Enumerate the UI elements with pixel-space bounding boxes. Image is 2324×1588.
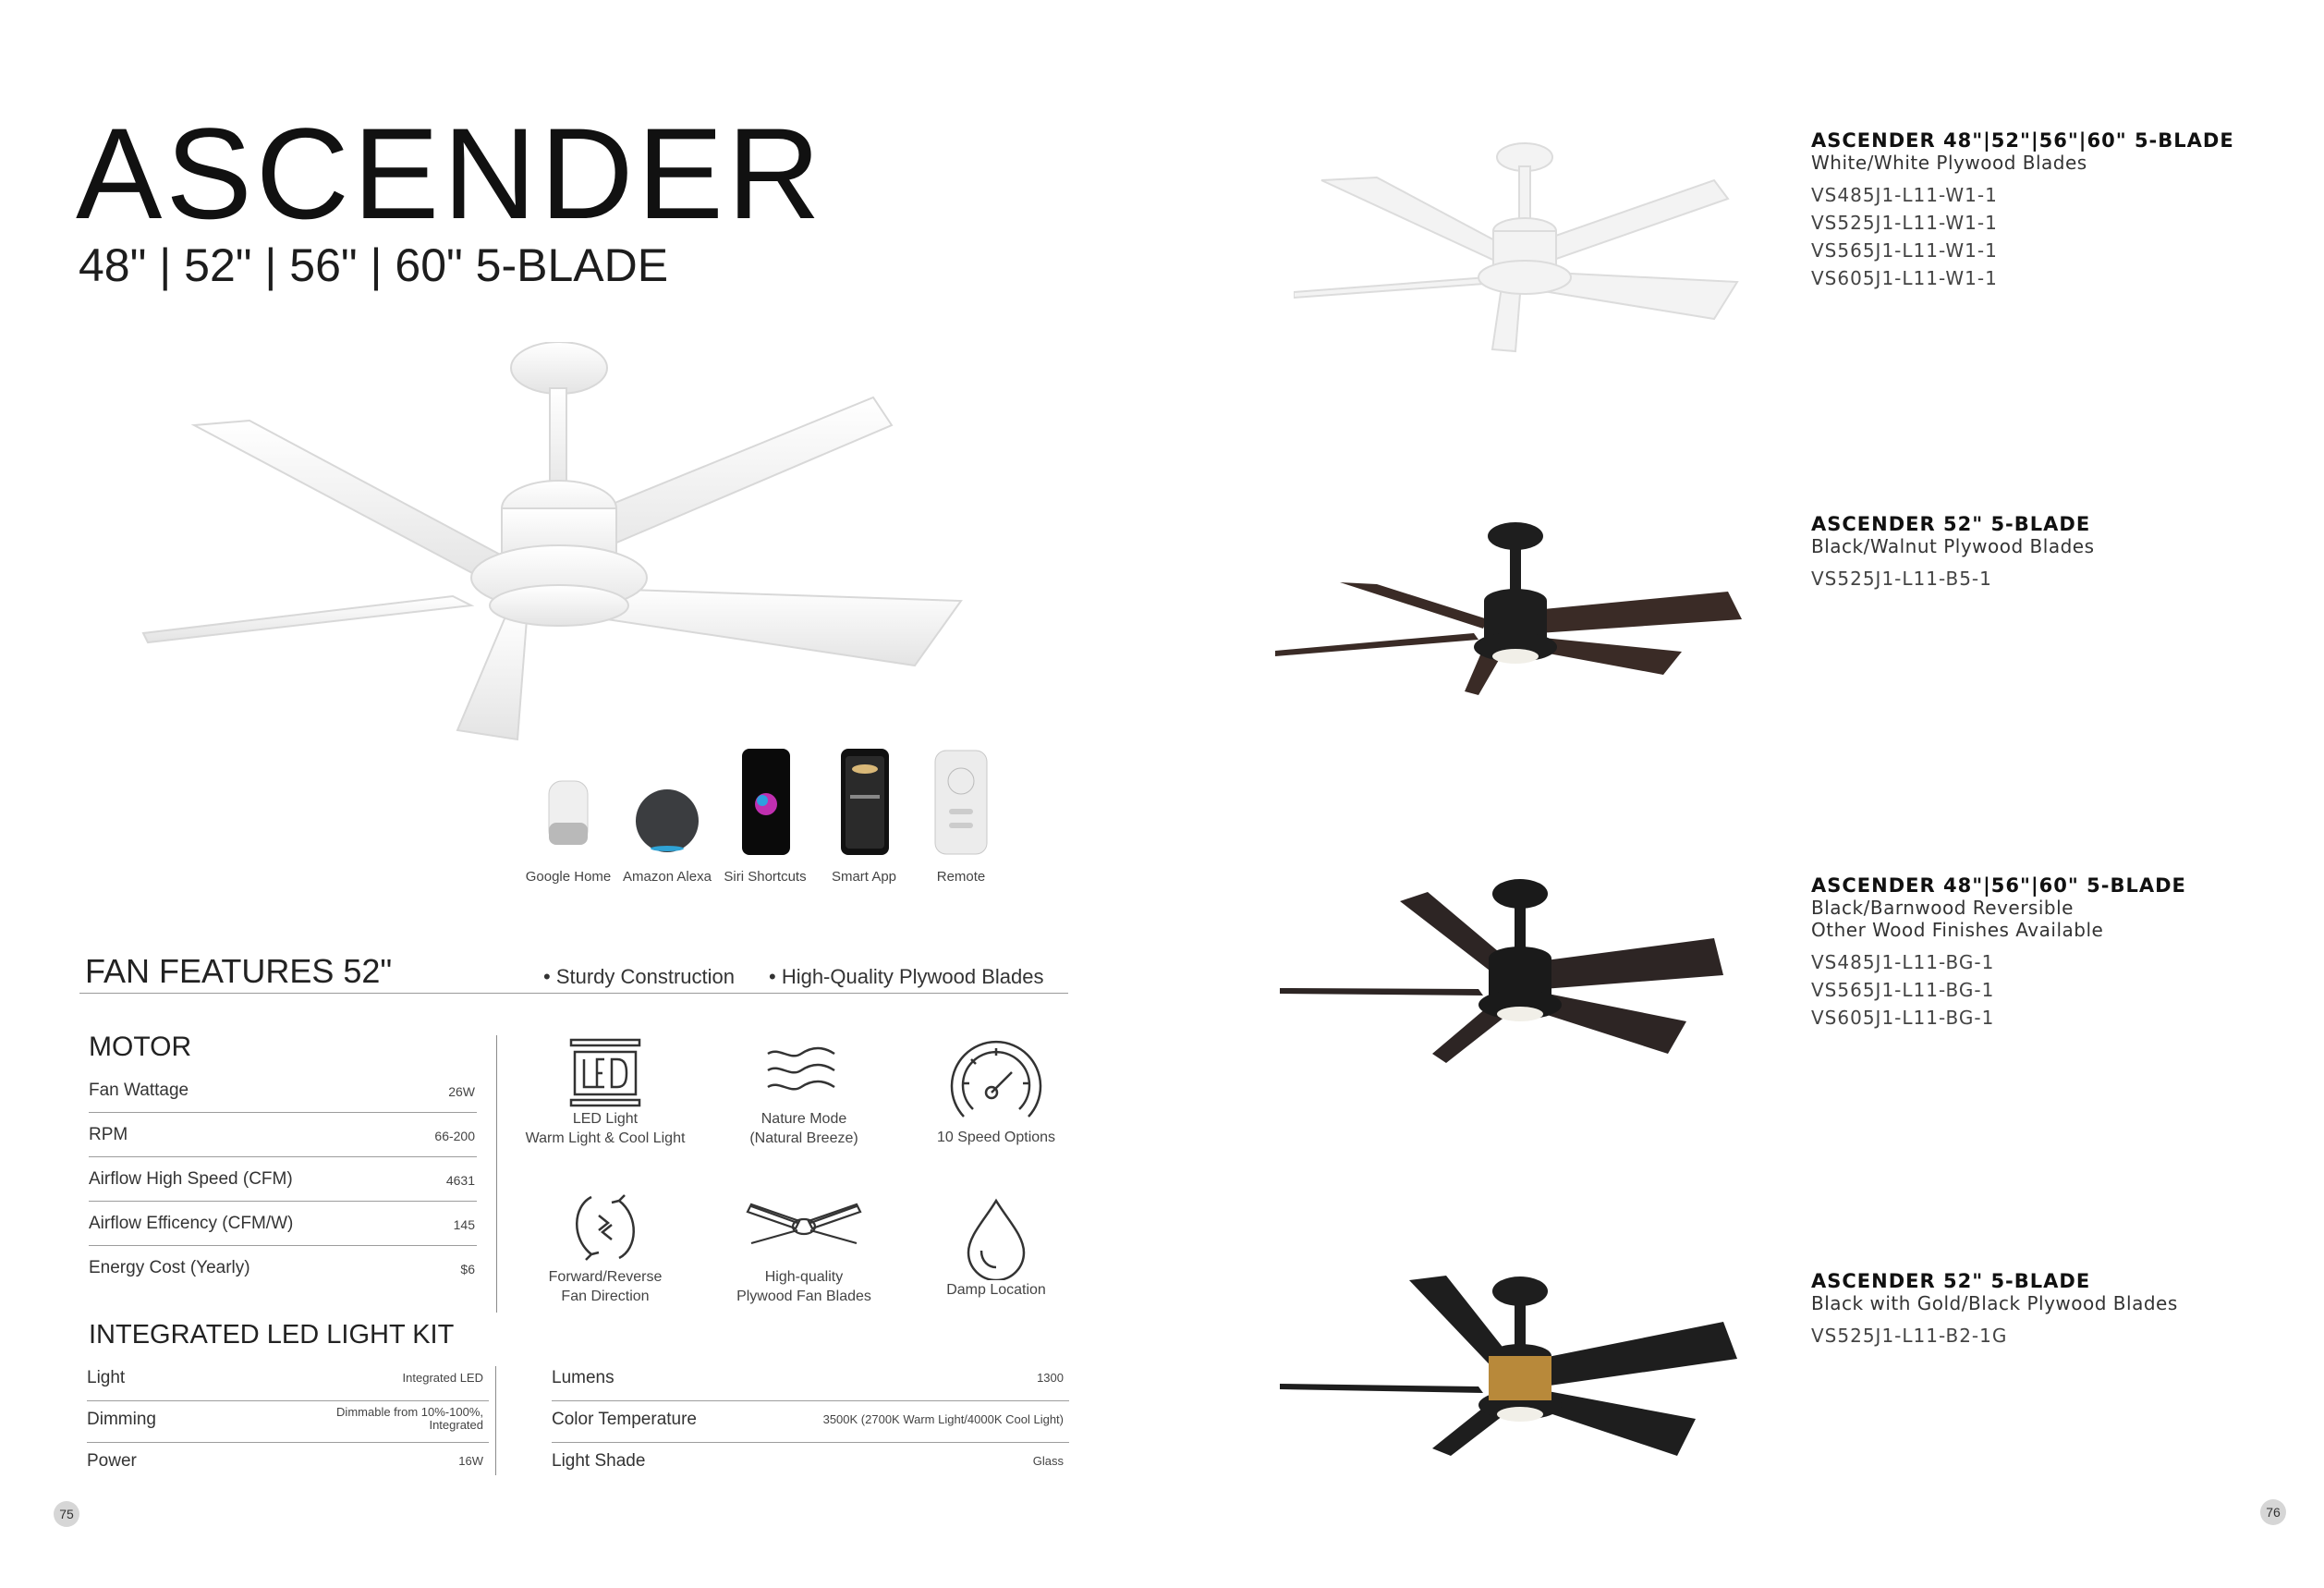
spec-row-airflow-high (89, 1156, 477, 1202)
fan-features-heading: FAN FEATURES 52" (85, 952, 393, 990)
feature-led-light (513, 1035, 698, 1148)
model-description: Black with Gold/Black Plywood Blades (1811, 1292, 2178, 1314)
google-home-icon (517, 739, 619, 864)
hero-fan-image (139, 342, 970, 749)
spec-value: 3500K (2700K Warm Light/4000K Cool Light) (822, 1412, 1064, 1426)
spec-value: $6 (460, 1262, 475, 1277)
feature-sublabel: Fan Direction (561, 1289, 650, 1304)
spec-label: Light Shade (552, 1451, 646, 1471)
led-kit-heading: INTEGRATED LED LIGHT KIT (89, 1320, 455, 1350)
spec-label: Lumens (552, 1368, 614, 1387)
model-sku: VS565J1-L11-W1-1 (1811, 239, 1998, 262)
feature-label: High-quality (764, 1269, 844, 1285)
feature-label: Forward/Reverse (548, 1269, 663, 1285)
feature-sublabel: (Natural Breeze) (749, 1130, 858, 1146)
black-barnwood-fan-image (1280, 873, 1760, 1077)
spec-label: Airflow Efficency (CFM/W) (89, 1214, 294, 1233)
spec-value: 145 (453, 1217, 475, 1232)
spec-value: Glass (1032, 1454, 1064, 1468)
spec-value: 1300 (1037, 1371, 1064, 1385)
led-row-power (87, 1442, 489, 1484)
spec-label: Fan Wattage (89, 1081, 189, 1100)
motor-heading: MOTOR (89, 1032, 192, 1062)
model-black-barnwood (1811, 874, 2186, 1032)
spec-value: 4631 (445, 1173, 475, 1188)
reverse-arrows-icon (564, 1188, 647, 1267)
spec-label: Energy Cost (Yearly) (89, 1258, 250, 1277)
spec-label: RPM (89, 1125, 128, 1144)
spec-value: Integrated LED (402, 1371, 483, 1385)
vertical-divider (496, 1035, 497, 1313)
model-sku: VS485J1-L11-BG-1 (1811, 951, 1995, 973)
spec-row-airflow-efficiency (89, 1201, 477, 1246)
siri-phone-icon (714, 739, 816, 864)
amazon-alexa-label: Amazon Alexa (623, 869, 712, 885)
google-home-label: Google Home (525, 869, 612, 885)
product-title: ASCENDER (76, 101, 824, 246)
model-black-gold (1811, 1270, 2178, 1350)
model-title: ASCENDER 52" 5-BLADE (1811, 513, 2091, 535)
model-description: Black/Barnwood Reversible (1811, 897, 2074, 919)
feature-damp-location (904, 1197, 1089, 1300)
amazon-echo-icon (616, 739, 718, 864)
led-row-color-temperature (552, 1400, 1069, 1443)
model-white (1811, 129, 2234, 292)
feature-sublabel: Plywood Fan Blades (736, 1289, 871, 1304)
model-sku: VS525J1-L11-W1-1 (1811, 212, 1998, 234)
led-light-icon (564, 1035, 647, 1109)
model-sku: VS605J1-L11-BG-1 (1811, 1007, 1995, 1029)
smart-app-phone-icon (813, 739, 915, 864)
feature-label: Damp Location (946, 1282, 1046, 1298)
spec-label: Color Temperature (552, 1410, 698, 1429)
spec-value: Dimmable from 10%-100%, Integrated (336, 1405, 483, 1432)
spec-row-rpm (89, 1112, 477, 1157)
spec-label: Dimming (87, 1410, 156, 1429)
model-title: ASCENDER 48"|52"|56"|60" 5-BLADE (1811, 129, 2234, 152)
model-sku: VS525J1-L11-B5-1 (1811, 568, 1992, 590)
led-row-light (87, 1359, 489, 1401)
model-sku: VS525J1-L11-B2-1G (1811, 1325, 2008, 1347)
feature-reverse (513, 1188, 698, 1306)
smart-compatibility-row (517, 739, 1035, 892)
remote-label: Remote (936, 869, 986, 885)
siri-shortcuts-label: Siri Shortcuts (724, 869, 807, 885)
spec-value: 26W (448, 1084, 475, 1099)
feature-sublabel: Warm Light & Cool Light (525, 1130, 686, 1146)
white-fan-image (1294, 139, 1756, 360)
led-row-dimming (87, 1400, 489, 1443)
page-number-right: 76 (2260, 1499, 2286, 1525)
black-walnut-fan-image (1275, 518, 1756, 702)
spec-label: Airflow High Speed (CFM) (89, 1169, 293, 1189)
spec-value: 16W (458, 1454, 483, 1468)
feature-nature-mode (712, 1035, 896, 1148)
remote-control-icon (910, 739, 1012, 864)
page-number-left: 75 (54, 1501, 79, 1527)
water-drop-icon (959, 1197, 1033, 1280)
model-title: ASCENDER 52" 5-BLADE (1811, 1270, 2091, 1292)
spec-row-energy-cost (89, 1245, 477, 1289)
vertical-divider (495, 1366, 496, 1475)
model-black-walnut (1811, 513, 2095, 592)
smart-app-label: Smart App (831, 869, 897, 885)
bullet-plywood-blades: • High-Quality Plywood Blades (769, 965, 1044, 988)
model-description: White/White Plywood Blades (1811, 152, 2087, 174)
led-row-light-shade (552, 1442, 1069, 1484)
model-title: ASCENDER 48"|56"|60" 5-BLADE (1811, 874, 2186, 897)
model-sku: VS565J1-L11-BG-1 (1811, 979, 1995, 1001)
divider (79, 993, 1068, 994)
spec-row-fan-wattage (89, 1068, 477, 1113)
spec-label: Power (87, 1451, 137, 1471)
bullet-sturdy-construction: • Sturdy Construction (543, 965, 736, 988)
feature-label: Nature Mode (760, 1111, 847, 1127)
breeze-icon (762, 1035, 846, 1109)
fan-blades-icon (744, 1188, 864, 1267)
spec-value: 66-200 (434, 1129, 475, 1143)
feature-label: LED Light (572, 1111, 639, 1127)
feature-10-speed (904, 1035, 1089, 1147)
model-description: Other Wood Finishes Available (1811, 919, 2104, 941)
product-sizes: 48" | 52" | 56" | 60" 5-BLADE (79, 239, 669, 291)
speedometer-icon (945, 1035, 1047, 1128)
spec-label: Light (87, 1368, 126, 1387)
model-description: Black/Walnut Plywood Blades (1811, 535, 2095, 557)
feature-plywood-blades (712, 1188, 896, 1306)
led-row-lumens (552, 1359, 1069, 1401)
feature-label: 10 Speed Options (936, 1130, 1056, 1145)
model-sku: VS485J1-L11-W1-1 (1811, 184, 1998, 206)
model-sku: VS605J1-L11-W1-1 (1811, 267, 1998, 289)
black-gold-fan-image (1280, 1271, 1760, 1474)
